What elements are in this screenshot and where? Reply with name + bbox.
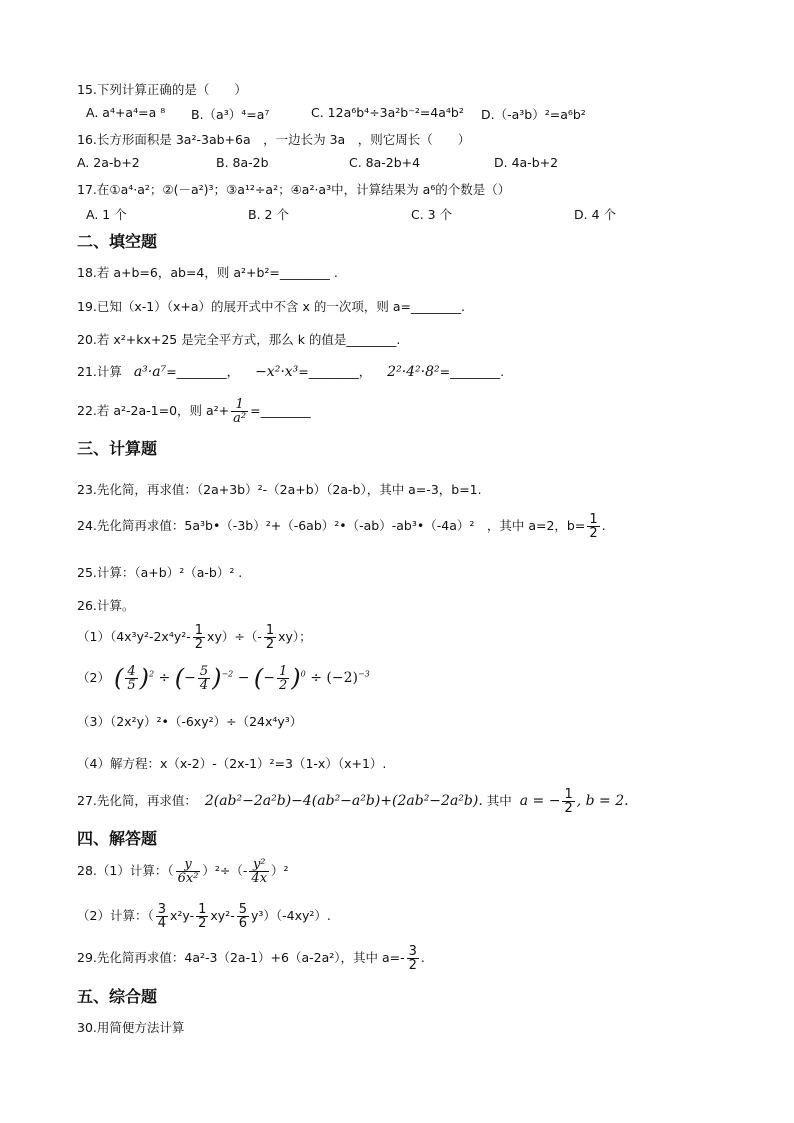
part-2-text: y³）（-4xy²）. xyxy=(251,908,331,923)
condition: a = − xyxy=(519,793,561,809)
blank-2: =________， xyxy=(298,364,372,379)
numerator: 1 xyxy=(279,663,288,679)
section-heading-fill-in: 二、填空题 xyxy=(77,232,158,251)
denominator: 2 xyxy=(265,637,275,652)
part-2-label: （2） xyxy=(77,670,110,685)
question-30: 30.用简便方法计算 xyxy=(77,1020,185,1035)
denominator: 4x xyxy=(251,871,268,886)
exponent: −2 xyxy=(221,669,234,679)
numerator: y xyxy=(176,858,201,872)
denominator: 5 xyxy=(127,677,136,693)
expression-2: −x²·x³ xyxy=(255,364,299,380)
question-26-part-3: （3）（2x²y）²•（-6xy²）÷（24x⁴y³） xyxy=(77,714,303,729)
fraction xyxy=(249,858,269,885)
part-1-text: 28.（1）计算：（ xyxy=(77,863,174,878)
question-15-options xyxy=(86,105,746,123)
question-21 xyxy=(77,362,504,380)
numerator: y² xyxy=(249,858,269,872)
numerator: 1 xyxy=(231,398,248,412)
numerator: 3 xyxy=(157,902,166,917)
exponent: 2 xyxy=(148,669,155,679)
blank: =________ xyxy=(250,403,311,418)
option-d: D. 4 个 xyxy=(574,207,616,222)
question-27-text: 其中 xyxy=(486,793,512,808)
question-28-part-2 xyxy=(77,903,331,930)
term: (−2) xyxy=(326,670,358,686)
part-2-text: xy²- xyxy=(210,908,235,923)
denominator: 2 xyxy=(194,637,204,652)
expression: ( $\frac{4}{5}$ )$^2$ ÷ (− $\frac{5}{4}$ )$^{-2}$ − (− $\frac{1}{2}$ )$^0 \div (-2)^{-3}$ xyxy=(113,663,370,693)
exponent: 0 xyxy=(300,669,306,679)
question-15-stem: 15.下列计算正确的是（ ） xyxy=(77,82,247,97)
expression-1: a³·a⁷ xyxy=(133,364,167,380)
part-1-text: xy）÷（- xyxy=(207,629,262,644)
question-29-text: 29.先化简再求值：4a²-3（2a-1）+6（a-2a²），其中 a=- xyxy=(77,950,405,965)
denominator: 4 xyxy=(157,916,166,931)
option-b: B. 2 个 xyxy=(248,207,289,222)
question-24-text: 24.先化简再求值：5a³b•（-3b）²+（-6ab）²•（-ab）-ab³•（-4a）² ，其中 a=2，b= xyxy=(77,518,586,533)
question-28-part-1 xyxy=(77,858,289,885)
part-2-text: x²y- xyxy=(170,908,195,923)
fraction xyxy=(198,665,210,692)
expression-3: 2²·4²·8² xyxy=(387,364,440,380)
question-21-label: 21.计算 xyxy=(77,364,122,379)
option-b: B. 8a-2b xyxy=(216,155,269,170)
fraction xyxy=(407,945,419,972)
option-d: D.（-a³b）²=a⁶b² xyxy=(481,107,586,122)
question-17-stem: 17.在①a⁴·a²；②(－a²)³；③a¹²÷a²；④a²·a³中，计算结果为 a⁶的个数是（） xyxy=(77,182,511,197)
question-26-part-2 xyxy=(77,664,370,692)
question-26-part-4: （4）解方程：x（x-2）-（2x-1）²=3（1-x）（x+1）. xyxy=(77,756,387,771)
operator: ÷ xyxy=(158,670,171,686)
part-2-text: （2）计算：（ xyxy=(77,908,154,923)
condition: , b = 2. xyxy=(576,793,629,809)
question-22 xyxy=(77,398,311,425)
denominator: 4 xyxy=(199,677,209,693)
question-23: 23.先化简，再求值：（2a+3b）²-（2a+b）（2a-b），其中 a=-3，b=1. xyxy=(77,482,482,497)
denominator: 2 xyxy=(279,677,288,693)
fraction xyxy=(156,903,168,930)
section-heading-comprehensive: 五、综合题 xyxy=(77,987,158,1006)
question-29 xyxy=(77,945,425,972)
denominator: 6 xyxy=(238,916,247,931)
fraction xyxy=(193,624,205,651)
fraction xyxy=(231,398,248,425)
part-1-text: （1）（4x³y²-2x⁴y²- xyxy=(77,629,191,644)
option-b: B.（a³）⁴=a⁷ xyxy=(191,107,270,122)
option-d: D. 4a-b+2 xyxy=(494,155,559,170)
blank-3: =________. xyxy=(439,364,505,379)
part-1-text: ）² xyxy=(271,863,289,878)
fraction xyxy=(196,903,208,930)
part-1-text: xy）； xyxy=(278,629,312,644)
denominator: 2 xyxy=(408,958,417,973)
fraction xyxy=(587,513,599,540)
numerator: 3 xyxy=(408,944,417,959)
numerator: 1 xyxy=(589,512,598,527)
exponent: −3 xyxy=(357,669,370,679)
question-20: 20.若 x²+kx+25 是完全平方式，那么 k 的值是________. xyxy=(77,332,401,347)
part-1-text: ）²÷（- xyxy=(202,863,248,878)
option-c: C. 3 个 xyxy=(411,207,453,222)
question-27-text: 27.先化简，再求值： xyxy=(77,793,197,808)
denominator: 6x² xyxy=(177,871,199,886)
numerator: 1 xyxy=(198,902,207,917)
question-16-options xyxy=(77,155,737,173)
question-16-stem: 16.长方形面积是 3a²-3ab+6a ，一边长为 3a ，则它周长（ ） xyxy=(77,132,471,147)
question-24 xyxy=(77,513,606,540)
denominator: 2 xyxy=(589,526,598,541)
period: . xyxy=(601,518,606,533)
question-17-options xyxy=(86,205,746,223)
denominator: 2 xyxy=(564,801,573,816)
numerator: 1 xyxy=(564,787,573,802)
denominator: a² xyxy=(233,411,247,426)
expression: 2(ab²−2a²b)−4(ab²−a²b)+(2ab²−2a²b). xyxy=(204,793,483,809)
numerator: 4 xyxy=(127,663,136,679)
question-27 xyxy=(77,788,629,815)
question-22-text: 22.若 a²-2a-1=0，则 a²+ xyxy=(77,403,230,418)
numerator: 1 xyxy=(194,623,204,638)
option-a: A. a⁴+a⁴=a ⁸ xyxy=(86,105,166,120)
option-c: C. 8a-2b+4 xyxy=(349,155,421,170)
option-a: A. 1 个 xyxy=(86,207,127,222)
fraction xyxy=(562,788,574,815)
operator: − xyxy=(237,670,250,686)
section-heading-calculation: 三、计算题 xyxy=(77,439,158,458)
blank-1: =________， xyxy=(166,364,240,379)
period: . xyxy=(420,950,425,965)
option-c: C. 12a⁶b⁴÷3a²b⁻²=4a⁴b² xyxy=(311,105,464,120)
fraction xyxy=(237,903,249,930)
numerator: 5 xyxy=(199,663,209,679)
question-26-part-1 xyxy=(77,624,312,651)
question-25: 25.计算：（a+b）²（a-b）² . xyxy=(77,565,243,580)
option-a: A. 2a-b+2 xyxy=(77,155,140,170)
fraction xyxy=(176,858,201,885)
denominator: 2 xyxy=(198,916,207,931)
fraction xyxy=(125,665,137,692)
numerator: 5 xyxy=(238,902,247,917)
fraction xyxy=(277,665,289,692)
numerator: 1 xyxy=(265,623,275,638)
fraction xyxy=(264,624,276,651)
question-19: 19.已知（x-1）（x+a）的展开式中不含 x 的一次项，则 a=________. xyxy=(77,299,465,314)
operator: ÷ xyxy=(310,670,322,686)
section-heading-answer: 四、解答题 xyxy=(77,829,158,848)
question-26-stem: 26.计算。 xyxy=(77,598,135,613)
question-18: 18.若 a+b=6，ab=4，则 a²+b²=________ . xyxy=(77,265,338,280)
